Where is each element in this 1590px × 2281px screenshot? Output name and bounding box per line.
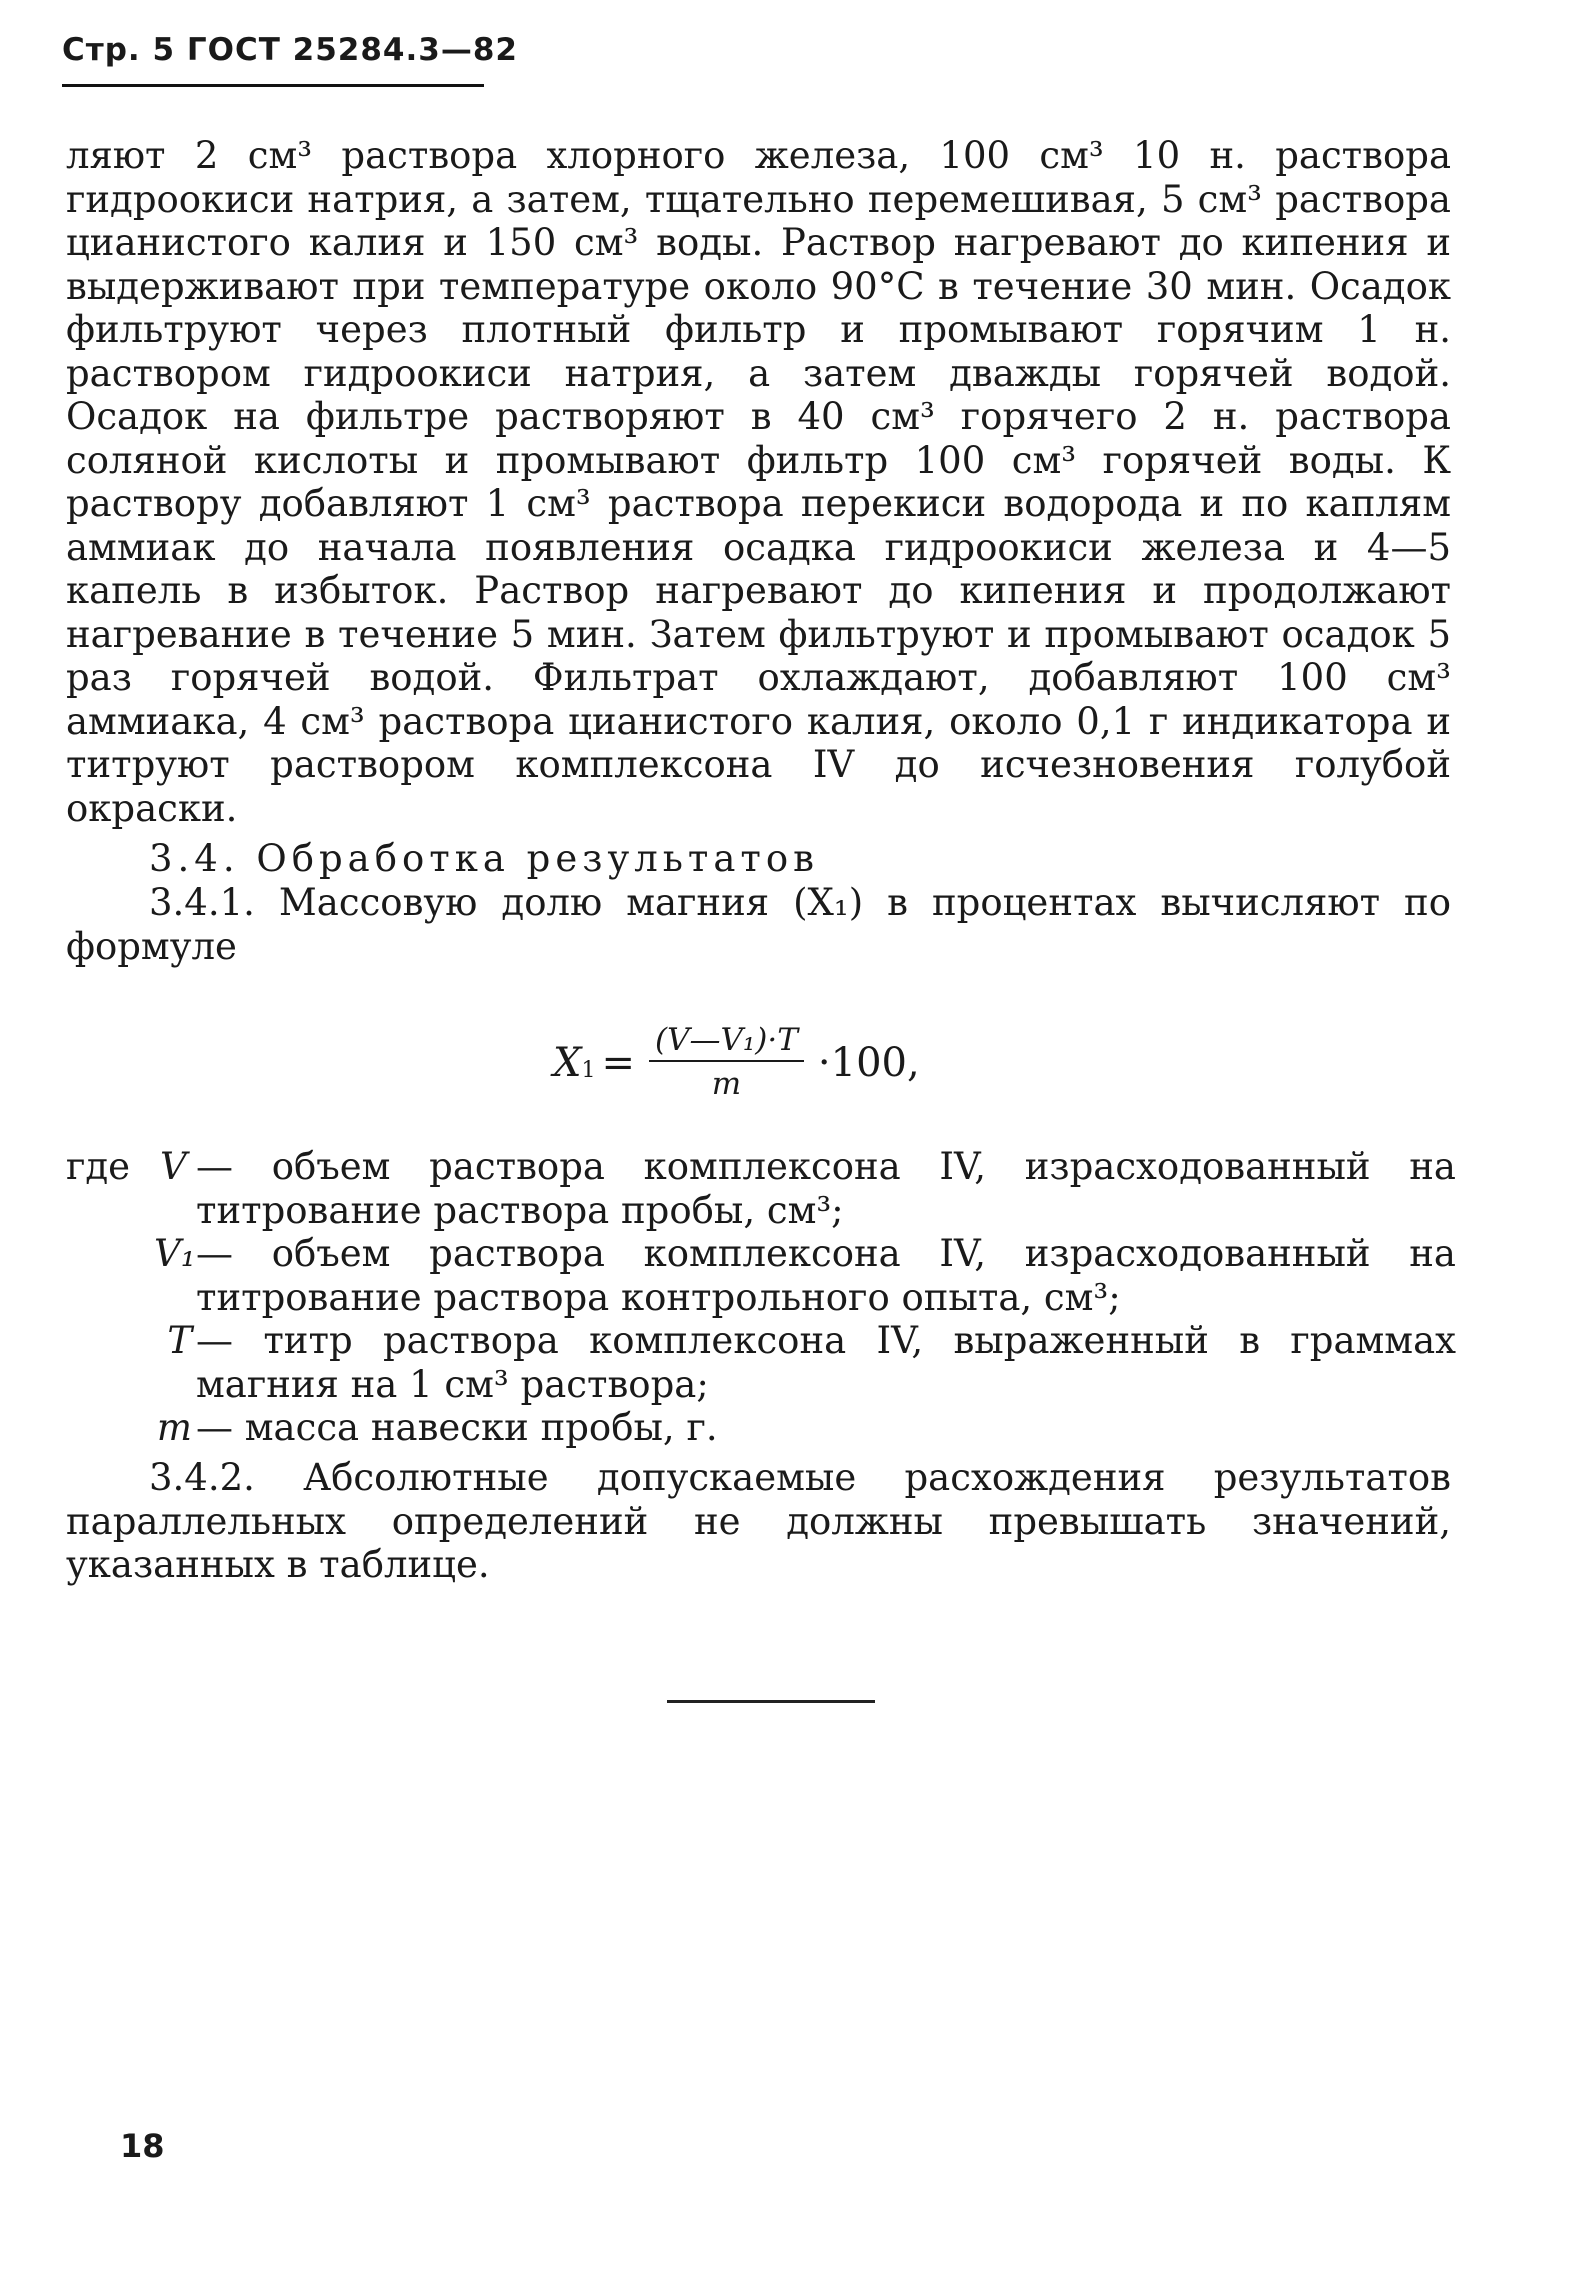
definitions-list [66,1145,1456,1450]
page-number: 18 [120,2127,165,2165]
section-heading: 3.4. Обработка результатов [149,837,819,880]
definition-text: — титр раствора комплексона IV, выраженный в граммах магния на 1 см³ раствора; [196,1319,1456,1406]
formula-fraction [649,1020,804,1106]
definition-text: — объем раствора комплексона IV, израсходованный на титрование раствора пробы, см³; [196,1145,1456,1232]
formula: X $_1$ = $\frac{\text{(V—V₁)·T}}{m}$ ·100, [553,1007,920,1119]
formula-lhs: X [553,1040,582,1086]
definition-text: — объем раствора комплексона IV, израсходованный на титрование раствора контрольного опыта, см³; [196,1232,1456,1319]
header-rule [62,84,484,87]
formula-denominator: m [711,1066,742,1102]
definition-item [66,1406,1456,1450]
definition-text: — масса навески пробы, г. [196,1406,718,1449]
paragraph-3-4-2: 3.4.2. Абсолютные допускаемые расхождения результатов параллельных определений не должны превышать значений, указанных в таблице. [66,1456,1451,1586]
definition-variable: m [156,1406,192,1449]
definition-variable: V [160,1145,187,1188]
formula-equals: = [601,1040,635,1086]
end-rule [667,1700,875,1703]
definition-variable: V₁ [154,1232,196,1275]
definition-item [66,1145,1456,1232]
paragraph-procedure: ляют 2 см³ раствора хлорного железа, 100 см³ 10 н. раствора гидроокиси натрия, а затем, тщательно перемешивая, 5 см³ раствора цианистого калия и 150 см³ воды. Раствор нагревают до кипения и выдерживают при температуре около 90°С в течение 30 мин. Осадок фильтруют через плотный фильтр и промывают горячим 1 н. раствором гидроокиси натрия, а затем дважды горячей водой. Осадок на фильтре растворяют в 40 см³ горячего 2 н. раствора соляной кислоты и промывают фильтр 100 см³ горячей воды. К раствору добавляют 1 см³ раствора перекиси водорода и по каплям аммиак до начала появления осадка гидроокиси железа и 4—5 капель в избыток. Раствор нагревают до кипения и продолжают нагревание в течение 5 мин. Затем фильтруют и промывают осадок 5 раз горячей водой. Фильтрат охлаждают, добавляют 100 см³ аммиака, 4 см³ раствора цианистого калия, около 0,1 г индикатора и титруют раствором комплексона IV до исчезновения голубой окраски. [66,134,1451,830]
formula-numerator: (V—V₁)·T [649,1020,804,1062]
running-head: Стр. 5 ГОСТ 25284.3—82 [62,32,518,68]
paragraph-3-4-1: 3.4.1. Массовую долю магния (X₁) в процентах вычисляют по формуле [66,881,1451,968]
definition-item [66,1232,1456,1319]
where-label: где [66,1145,131,1188]
definition-variable: T [167,1319,192,1362]
definition-item [66,1319,1456,1406]
formula-tail: ·100, [817,1040,920,1086]
